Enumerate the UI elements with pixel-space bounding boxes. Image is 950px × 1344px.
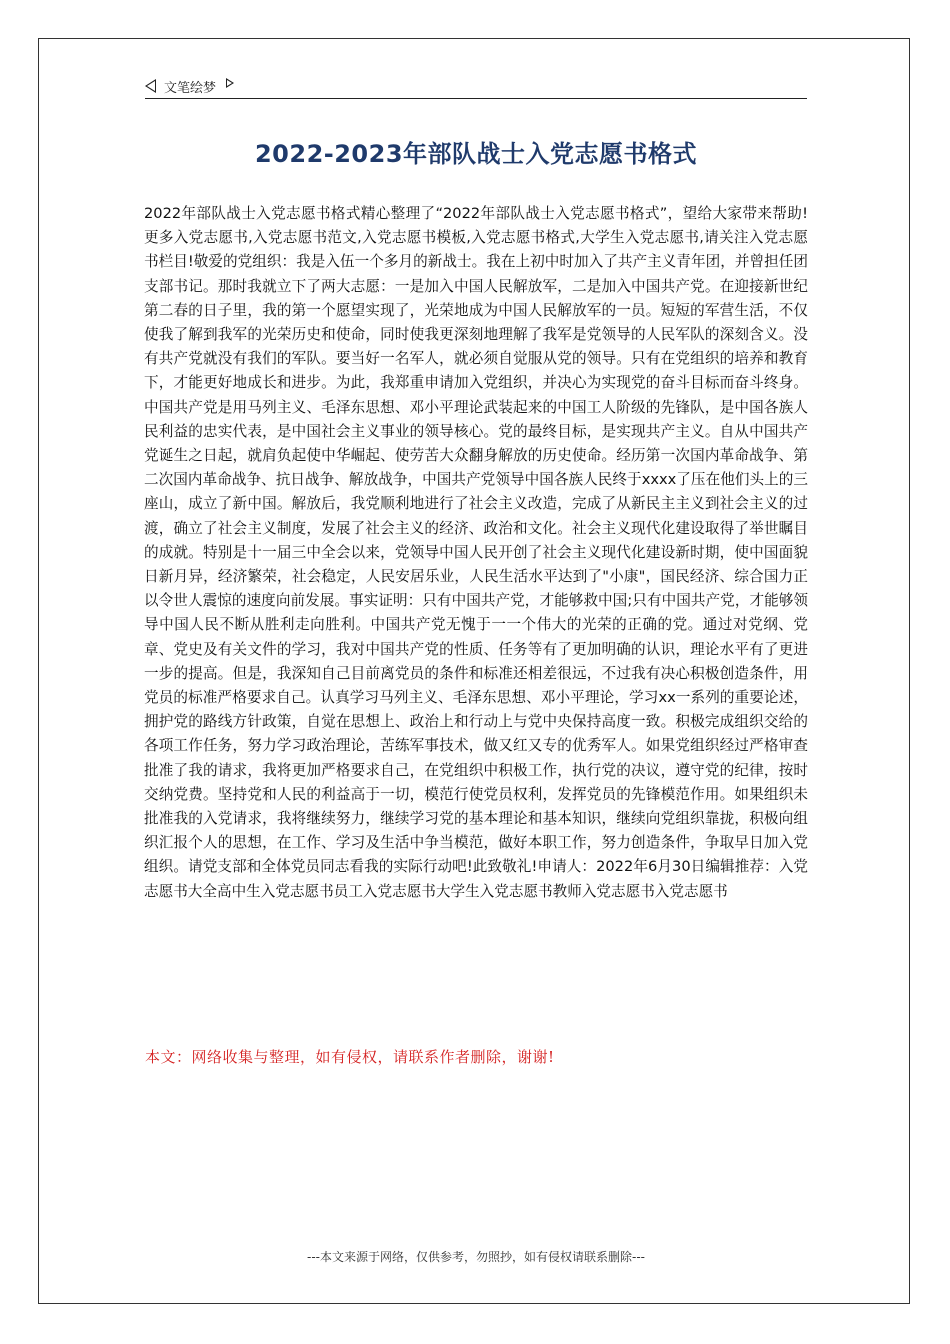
page-footer: ---本文来源于网络，仅供参考，勿照抄，如有侵权请联系删除--- xyxy=(307,1250,645,1264)
copyright-notice: 本文：网络收集与整理，如有侵权，请联系作者删除，谢谢! xyxy=(145,1048,555,1066)
triangle-left-icon xyxy=(145,79,156,93)
header-brand: 文笔绘梦 xyxy=(164,80,217,96)
page-header xyxy=(145,74,807,99)
document-title: 2022-2023年部队战士入党志愿书格式 xyxy=(254,140,698,168)
document-body: 2022年部队战士入党志愿书格式精心整理了“2022年部队战士入党志愿书格式”，望给大家带来帮助!更多入党志愿书,入党志愿书范文,入党志愿书模板,入党志愿书格式,大学生入党志愿书,请关注入党志愿书栏目!敬爱的党组织：我是入伍一个多月的新战士。我在上初中时加入了共产主义青年团，并曾担任团支部书记。那时我就立下了两大志愿：一是加入中国人民解放军，二是加入中国共产党。在迎接新世纪第二春的日子里，我的第一个愿望实现了，光荣地成为中国人民解放军的一员。短短的军营生活，不仅使我了解到我军的光荣历史和使命，同时使我更深刻地理解了我军是党领导的人民军队的深刻含义。没有共产党就没有我们的军队。要当好一名军人，就必须自觉服从党的领导。只有在党组织的培养和教育下，才能更好地成长和进步。为此，我郑重申请加入党组织，并决心为实现党的奋斗目标而奋斗终身。中国共产党是用马列主义、毛泽东思想、邓小平理论武装起来的中国工人阶级的先锋队，是中国各族人民利益的忠实代表，是中国社会主义事业的领导核心。党的最终目标，是实现共产主义。自从中国共产党诞生之日起，就肩负起使中华崛起、使劳苦大众翻身解放的历史使命。经历第一次国内革命战争、第二次国内革命战争、抗日战争、解放战争，中国共产党领导中国各族人民终于xxxx了压在他们头上的三座山，成立了新中国。解放后，我党顺利地进行了社会主义改造，完成了从新民主主义到社会主义的过渡，确立了社会主义制度，发展了社会主义的经济、政治和文化。社会主义现代化建设取得了举世瞩目的成就。特别是十一届三中全会以来，党领导中国人民开创了社会主义现代化建设新时期，使中国面貌日新月异，经济繁荣，社会稳定，人民安居乐业，人民生活水平达到了"小康"，国民经济、综合国力正以令世人震惊的速度向前发展。事实证明：只有中国共产党，才能够救中国;只有中国共产党，才能够领导中国人民不断从胜利走向胜利。中国共产党无愧于一一个伟大的光荣的正确的党。通过对党纲、党章、党史及有关文件的学习，我对中国共产党的性质、任务等有了更加明确的认识，理论水平有了更进一步的提高。但是，我深知自己目前离党员的条件和标准还相差很远，不过我有决心积极创造条件，用党员的标准严格要求自己。认真学习马列主义、毛泽东思想、邓小平理论，学习xx一系列的重要论述，拥护党的路线方针政策，自觉在思想上、政治上和行动上与党中央保持高度一致。积极完成组织交给的各项工作任务，努力学习政治理论，苦练军事技术，做又红又专的优秀军人。如果党组织经过严格审查批准了我的请求，我将更加严格要求自己，在党组织中积极工作，执行党的决议，遵守党的纪律，按时交纳党费。坚持党和人民的利益高于一切，模范行使党员权利，发挥党员的先锋模范作用。如果组织未批准我的入党请求，我将继续努力，继续学习党的基本理论和基本知识，继续向党组织靠拢，积极向组织汇报个人的思想，在工作、学习及生活中争当模范，做好本职工作，努力创造条件，争取早日加入党组织。请党支部和全体党员同志看我的实际行动吧!此致敬礼!申请人：2022年6月30日编辑推荐：入党志愿书大全高中生入党志愿书员工入党志愿书大学生入党志愿书教师入党志愿书入党志愿书 xyxy=(144,205,808,900)
triangle-right-icon xyxy=(226,78,234,88)
